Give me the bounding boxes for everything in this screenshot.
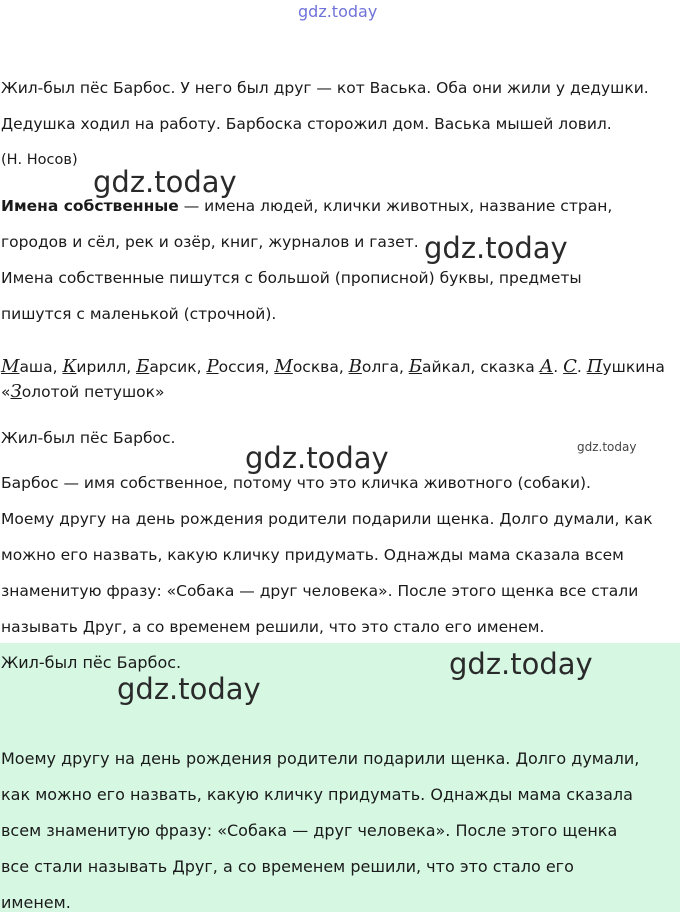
exercise-line: Жил-был пёс Барбос. <box>1 429 176 447</box>
capital-letter: В <box>348 356 362 377</box>
capital-letter: М <box>274 356 293 377</box>
example-rest: . <box>553 358 564 376</box>
rule-line: пишутся с маленькой (строчной). <box>1 305 277 323</box>
exercise-line: Моему другу на день рождения родители подарили щенка. Долго думали, как <box>1 510 653 528</box>
answer-line: все стали называть Друг, а со временем решили, что это стало его <box>1 857 574 876</box>
example-rest: ушкина <box>602 358 665 376</box>
watermark: gdz.today <box>424 231 568 265</box>
answer-line: всем знаменитую фразу: «Собака — друг человека». После этого щенка <box>1 821 618 840</box>
intro-text <box>0 70 680 178</box>
example-rest: айкал, сказка <box>422 358 540 376</box>
answer-paragraph <box>0 741 680 921</box>
example-rest: олотой петушок» <box>21 383 165 401</box>
watermark-top: gdz.today <box>298 2 378 21</box>
exercise-line: можно его назвать, какую кличку придумать. Однажды мама сказала всем <box>1 546 624 564</box>
text-line: Жил-был пёс Барбос. У него был друг — кот Васька. Оба они жили у дедушки. <box>1 79 649 97</box>
capital-letter: С <box>563 356 577 377</box>
author-line: (Н. Носов) <box>1 152 78 168</box>
watermark: gdz.today <box>245 441 389 475</box>
rule-section <box>0 188 680 332</box>
quote-mark: « <box>1 383 11 401</box>
exercise-section <box>0 420 680 645</box>
example-rest: оссия, <box>218 358 275 376</box>
capital-letter: П <box>586 356 603 377</box>
answer-line: Моему другу на день рождения родители подарили щенка. Долго думали, <box>1 749 640 768</box>
exercise-line: знаменитую фразу: «Собака — друг человека». После этого щенка все стали <box>1 582 639 600</box>
answer-line: Жил-был пёс Барбос. <box>1 653 182 672</box>
rule-term: Имена собственные <box>1 197 179 215</box>
rule-line: городов и сёл, рек и озёр, книг, журналов и газет. <box>1 233 419 251</box>
capital-letter: М <box>1 356 20 377</box>
watermark: gdz.today <box>117 672 261 706</box>
capital-letter: К <box>62 356 77 377</box>
capital-letter: Б <box>136 356 150 377</box>
answer-line: как можно его назвать, какую кличку придумать. Однажды мама сказала <box>1 785 633 804</box>
answer-box <box>0 643 680 912</box>
watermark: gdz.today <box>449 647 593 681</box>
capital-letter: З <box>10 381 22 402</box>
rule-line <box>0 188 680 224</box>
example-rest: аша, <box>19 358 63 376</box>
examples-section <box>0 349 680 403</box>
example-rest: . <box>576 358 587 376</box>
capital-letter: Р <box>206 356 219 377</box>
capital-letter: А <box>539 356 554 377</box>
example-rest: олга, <box>361 358 409 376</box>
example-rest: ирилл, <box>76 358 137 376</box>
answer-line: именем. <box>1 893 71 912</box>
rule-definition: — имена людей, клички животных, название стран, <box>178 197 613 215</box>
capital-letter: Б <box>408 356 423 377</box>
exercise-line: называть Друг, а со временем решили, что это стало его именем. <box>1 618 545 636</box>
example-rest: осква, <box>292 358 349 376</box>
rule-line: Имена собственные пишутся с большой (прописной) буквы, предметы <box>1 269 582 287</box>
examples-line <box>0 349 680 385</box>
watermark-small: gdz.today <box>577 440 637 454</box>
example-rest: арсик, <box>149 358 207 376</box>
text-line: Дедушка ходил на работу. Барбоска сторожил дом. Васька мышей ловил. <box>1 115 612 133</box>
exercise-line: Барбос — имя собственное, потому что это кличка животного (собаки). <box>1 474 591 492</box>
watermark: gdz.today <box>93 165 237 199</box>
